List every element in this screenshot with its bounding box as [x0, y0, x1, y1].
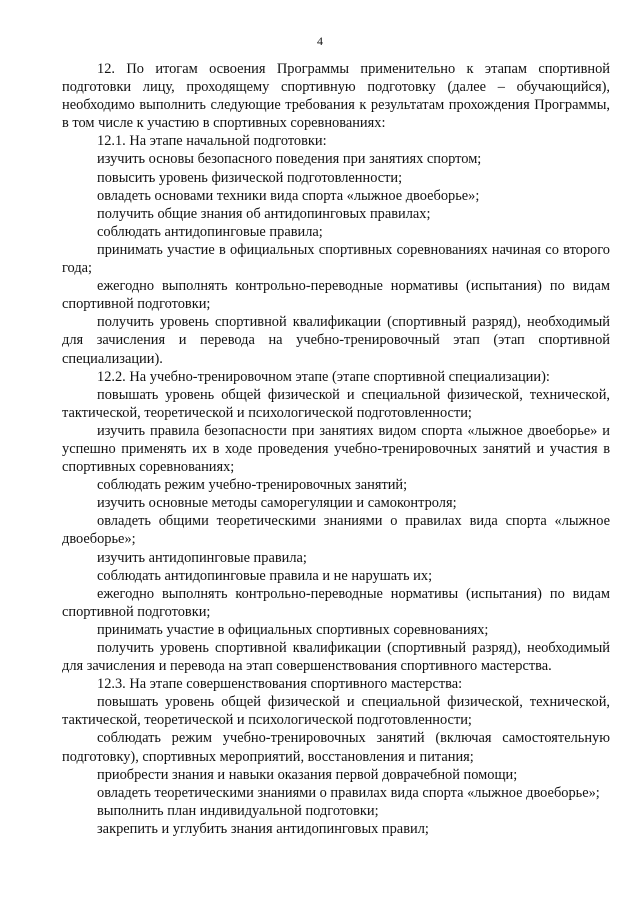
list-item: соблюдать режим учебно-тренировочных занятий (включая самостоятельную подготовку), спортивных мероприятий, восстановления и питания;: [62, 730, 610, 765]
list-item: овладеть общими теоретическими знаниями о правилах вида спорта «лыжное двоеборье»;: [62, 513, 610, 548]
list-item: соблюдать режим учебно-тренировочных занятий;: [97, 477, 408, 494]
list-item: закрепить и углубить знания антидопинговых правил;: [97, 820, 429, 837]
list-item: ежегодно выполнять контрольно-переводные нормативы (испытания) по видам спортивной подготовки;: [62, 585, 610, 620]
list-item: приобрести знания и навыки оказания первой доврачебной помощи;: [97, 766, 518, 783]
list-item: получить уровень спортивной квалификации (спортивный разряд), необходимый для зачисления и перевода на этап совершенствования спортивного мастерства.: [62, 640, 610, 675]
list-item: повышать уровень общей физической и специальной физической, технической, тактической, теоретической и психологической подготовленности;: [62, 386, 610, 421]
list-item: получить общие знания об антидопинговых правилах;: [97, 205, 431, 222]
list-item: изучить правила безопасности при занятиях видом спорта «лыжное двоеборье» и успешно применять их в ходе проведения учебно-тренировочных занятий и участия в спортивных соревнованиях;: [62, 422, 610, 476]
list-item: получить уровень спортивной квалификации (спортивный разряд), необходимый для зачисления и перевода на учебно-тренировочный этап (этап спортивной специализации).: [62, 314, 610, 367]
heading-12-2: 12.2. На учебно-тренировочном этапе (этапе спортивной специализации):: [97, 368, 550, 385]
list-item: соблюдать антидопинговые правила и не нарушать их;: [97, 567, 433, 584]
paragraph-12-intro: 12. По итогам освоения Программы применительно к этапам спортивной подготовки лицу, проходящему спортивную подготовку (далее – обучающийся), необходимо выполнить следующие требования к результатам прохождения Программы, в том числе к участию в спортивных соревнованиях:: [62, 61, 610, 132]
document-body: [62, 60, 610, 838]
list-item: изучить антидопинговые правила;: [97, 549, 307, 566]
list-item: принимать участие в официальных спортивных соревнованиях;: [97, 621, 489, 638]
list-item: выполнить план индивидуальной подготовки;: [97, 802, 379, 819]
list-item: ежегодно выполнять контрольно-переводные нормативы (испытания) по видам спортивной подготовки;: [62, 278, 610, 313]
heading-12-3: 12.3. На этапе совершенствования спортивного мастерства:: [97, 676, 463, 693]
list-item: принимать участие в официальных спортивных соревнованиях начиная со второго года;: [62, 241, 610, 277]
heading-12-1: 12.1. На этапе начальной подготовки:: [97, 133, 327, 150]
list-item: овладеть основами техники вида спорта «лыжное двоеборье»;: [97, 187, 480, 204]
list-item: повысить уровень физической подготовленности;: [97, 169, 403, 186]
list-item: изучить основы безопасного поведения при занятиях спортом;: [97, 151, 482, 168]
page-number: 4: [317, 34, 323, 48]
list-item: соблюдать антидопинговые правила;: [97, 223, 323, 240]
list-item: овладеть теоретическими знаниями о правилах вида спорта «лыжное двоеборье»;: [97, 784, 600, 801]
list-item: повышать уровень общей физической и специальной физической, технической, тактической, теоретической и психологической подготовленности;: [62, 694, 610, 729]
list-item: изучить основные методы саморегуляции и самоконтроля;: [97, 495, 457, 512]
